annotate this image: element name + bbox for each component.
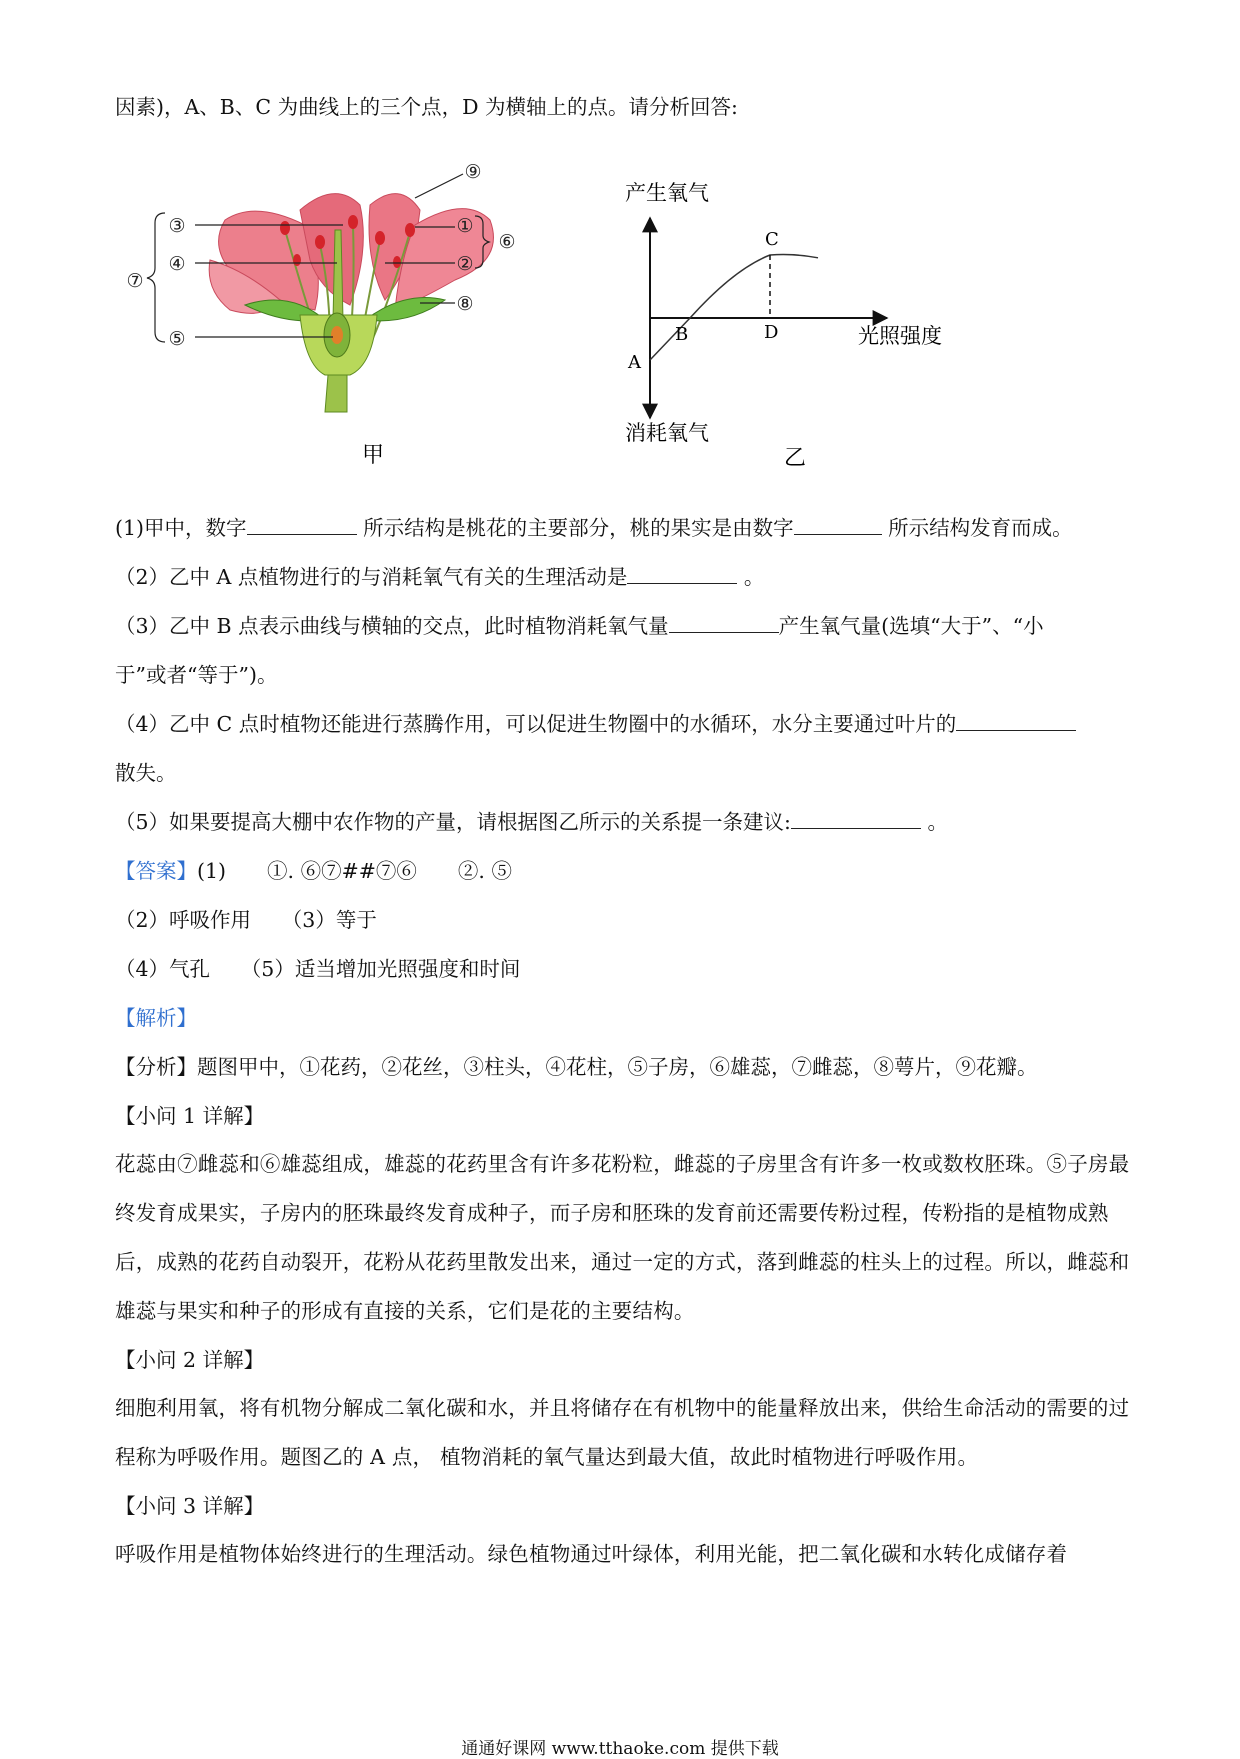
- subquestion-3-heading: 【小问 3 详解】: [115, 1494, 265, 1518]
- stem: [325, 375, 347, 412]
- subquestion-3-text: 呼吸作用是植物体始终进行的生理活动。绿色植物通过叶绿体，利用光能，把二氧化碳和水转化成储存着: [115, 1542, 1068, 1566]
- answer-tag: 【答案】: [115, 859, 197, 883]
- question-1: (1)甲中，数字 所示结构是桃花的主要部分，桃的果实是由数字 所示结构发育而成。: [115, 516, 1073, 540]
- marker-3: ③: [168, 215, 186, 237]
- answer-line-2: （2）呼吸作用 （3）等于: [115, 908, 377, 932]
- y-top-label: 产生氧气: [625, 181, 709, 205]
- point-a-label: A: [628, 352, 641, 373]
- point-b-label: B: [675, 324, 689, 345]
- analysis-tag: 【解析】: [115, 1006, 197, 1030]
- marker-7: ⑦: [126, 270, 144, 292]
- marker-4: ④: [168, 253, 186, 275]
- subquestion-2-text: 细胞利用氧，将有机物分解成二氧化碳和水，并且将储存在有机物中的能量释放出来，供给生命活动的需要的过程称为呼吸作用。题图乙的 A 点， 植物消耗的氧气量达到最大值，故此时植物进行呼吸作用。: [115, 1396, 1130, 1469]
- q2-blank[interactable]: [627, 563, 737, 584]
- answer-line-3: （4）气孔 （5）适当增加光照强度和时间: [115, 957, 521, 981]
- petals: [209, 194, 493, 314]
- marker-9: ⑨: [464, 161, 482, 183]
- question-3: （3）乙中 B 点表示曲线与横轴的交点，此时植物消耗氧气量 产生氧气量(选填“大于”、“小: [115, 614, 1044, 638]
- marker-8: ⑧: [456, 293, 474, 315]
- point-c-label: C: [765, 229, 779, 250]
- question-4: （4）乙中 C 点时植物还能进行蒸腾作用，可以促进生物圈中的水循环，水分主要通过叶片的: [115, 709, 1076, 739]
- question-3-cont: 于”或者“等于”)。: [115, 663, 278, 687]
- ovule: [331, 326, 343, 344]
- subquestion-1-heading: 【小问 1 详解】: [115, 1104, 265, 1128]
- point-d-label: D: [764, 322, 779, 343]
- figure-jia-flower-diagram: [115, 150, 595, 485]
- q1-blank-2[interactable]: [794, 514, 882, 535]
- q4-blank[interactable]: [956, 710, 1076, 731]
- y-bottom-label: 消耗氧气: [625, 421, 709, 445]
- q3-blank[interactable]: [669, 612, 779, 633]
- intro-text: 因素)，A、B、C 为曲线上的三个点，D 为横轴上的点。请分析回答:: [115, 95, 738, 119]
- marker-1: ①: [456, 215, 474, 237]
- brace-seven: [147, 213, 165, 342]
- question-4-cont: 散失。: [115, 761, 177, 785]
- marker-6: ⑥: [498, 231, 516, 253]
- q5-blank[interactable]: [791, 808, 921, 829]
- question-5: （5）如果要提高大棚中农作物的产量，请根据图乙所示的关系提一条建议: 。: [115, 810, 948, 834]
- page-footer: 通通好课网 www.tthaoke.com 提供下载: [461, 1739, 779, 1759]
- subquestion-1-text: 花蕊由⑦雌蕊和⑥雄蕊组成，雄蕊的花药里含有许多花粉粒，雌蕊的子房里含有许多一枚或数枚胚珠。⑤子房最终发育成果实，子房内的胚珠最终发育成种子，而子房和胚珠的发育前还需要传粉过程，传粉指的是植物成熟后，成熟的花药自动裂开，花粉从花药里散发出来，通过一定的方式，落到雌蕊的柱头上的过程。所以，雌蕊和雄蕊与果实和种子的形成有直接的关系，它们是花的主要结构。: [115, 1152, 1130, 1323]
- q1-blank-1[interactable]: [247, 514, 357, 535]
- figure-yi-chart: [615, 180, 995, 480]
- subquestion-2-heading: 【小问 2 详解】: [115, 1348, 265, 1372]
- figure-yi-caption: 乙: [783, 446, 807, 471]
- answer-line-1: 【答案】(1) ①. ⑥⑦##⑦⑥ ②. ⑤: [115, 859, 512, 883]
- analysis-fenxi: 【分析】题图甲中，①花药，②花丝，③柱头，④花柱，⑤子房，⑥雄蕊，⑦雌蕊，⑧萼片，⑨花瓣。: [115, 1055, 1038, 1079]
- question-2: （2）乙中 A 点植物进行的与消耗氧气有关的生理活动是 。: [115, 565, 765, 589]
- figure-jia-caption: 甲: [361, 443, 385, 468]
- x-axis-label: 光照强度: [858, 324, 942, 348]
- marker-5: ⑤: [168, 328, 186, 350]
- marker-2: ②: [456, 253, 474, 275]
